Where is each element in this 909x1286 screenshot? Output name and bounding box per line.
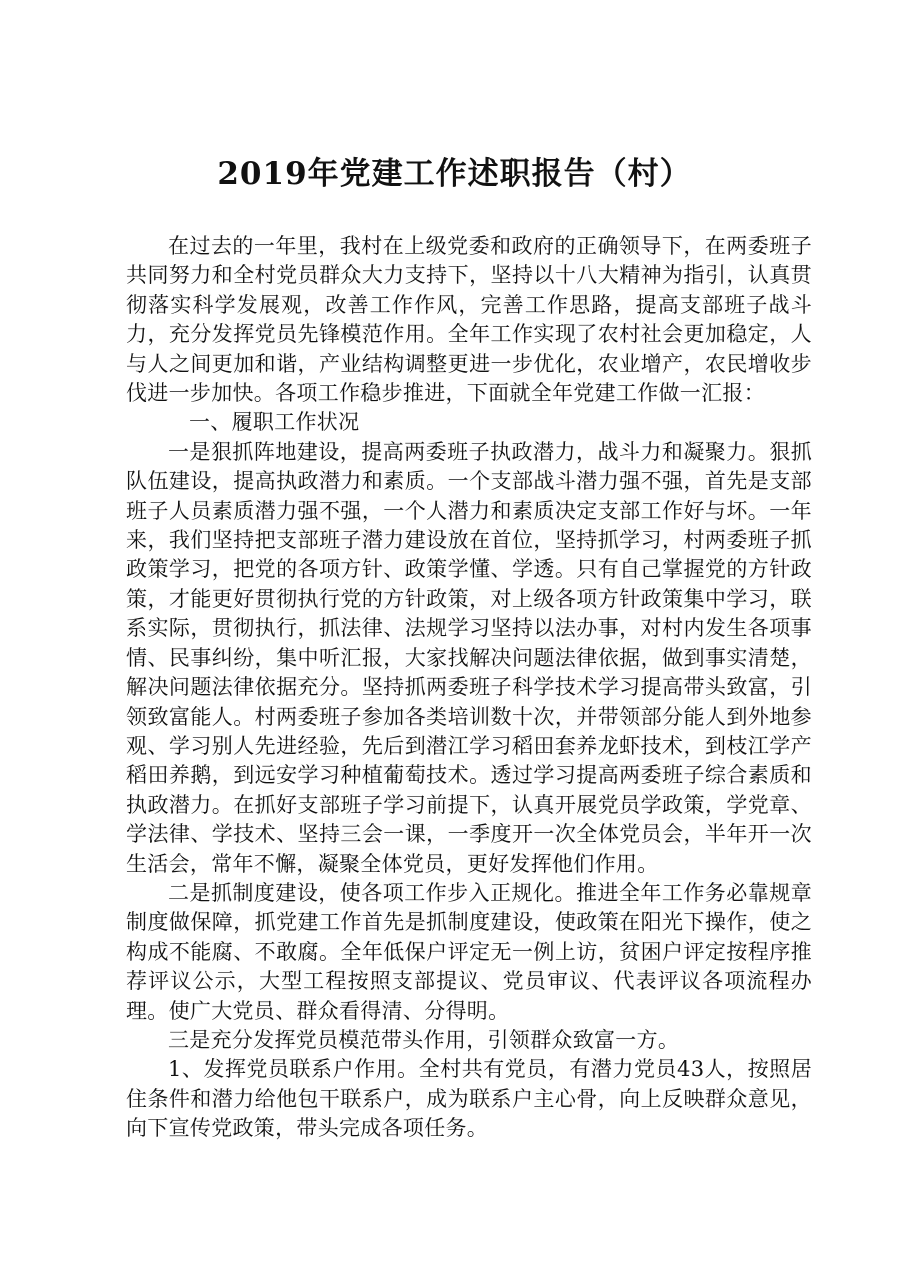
body-paragraph: 一是狠抓阵地建设，提高两委班子执政潜力，战斗力和凝聚力。狠抓队伍建设，提高执政潜力和素质。一个支部战斗潜力强不强，首先是支部班子人员素质潜力强不强，一个人潜力和素质决定支部工作好与坏。一年来，我们坚持把支部班子潜力建设放在首位，坚持抓学习，村两委班子抓政策学习，把党的各项方针、政策学懂、学透。只有自己掌握党的方针政策，才能更好贯彻执行党的方针政策，对上级各项方针政策集中学习，联系实际，贯彻执行，抓法律、法规学习坚持以法办事，对村内发生各项事情、民事纠纷，集中听汇报，大家找解决问题法律依据，做到事实清楚，解决问题法律依据充分。坚持抓两委班子科学技术学习提高带头致富，引领致富能人。村两委班子参加各类培训数十次，并带领部分能人到外地参观、学习别人先进经验，先后到潜江学习稻田套养龙虾技术，到枝江学产稻田养鹅，到远安学习种植葡萄技术。透过学习提高两委班子综合素质和执政潜力。在抓好支部班子学习前提下，认真开展党员学政策，学党章、学法律、学技术、坚持三会一课，一季度开一次全体党员会，半年开一次生活会，常年不懈，凝聚全体党员，更好发挥他们作用。 [126, 439, 812, 876]
body-paragraph: 二是抓制度建设，使各项工作步入正规化。推进全年工作务必靠规章制度做保障，抓党建工作首先是抓制度建设，使政策在阳光下操作，使之构成不能腐、不敢腐。全年低保户评定无一例上访，贫困户评定按程序推荐评议公示，大型工程按照支部提议、党员审议、代表评议各项流程办理。使广大党员、群众看得清、分得明。 [126, 880, 812, 1023]
body-paragraph: 三是充分发挥党员模范带头作用，引领群众致富一方。 [168, 1027, 680, 1052]
document-body [126, 232, 812, 1144]
document-title: 2019年党建工作述职报告（村） [217, 156, 692, 192]
section-heading: 一、履职工作状况 [189, 410, 360, 435]
intro-paragraph: 在过去的一年里，我村在上级党委和政府的正确领导下，在两委班子共同努力和全村党员群众大力支持下，坚持以十八大精神为指引，认真贯彻落实科学发展观，改善工作作风，完善工作思路，提高支部班子战斗力，充分发挥党员先锋模范作用。全年工作实现了农村社会更加稳定，人与人之间更加和谐，产业结构调整更进一步优化，农业增产，农民增收步伐进一步加快。各项工作稳步推进，下面就全年党建工作做一汇报： [126, 234, 812, 406]
body-paragraph: 1、发挥党员联系户作用。全村共有党员，有潜力党员43人，按照居住条件和潜力给他包干联系户，成为联系户主心骨，向上反映群众意见，向下宣传党政策，带头完成各项任务。 [126, 1057, 812, 1141]
